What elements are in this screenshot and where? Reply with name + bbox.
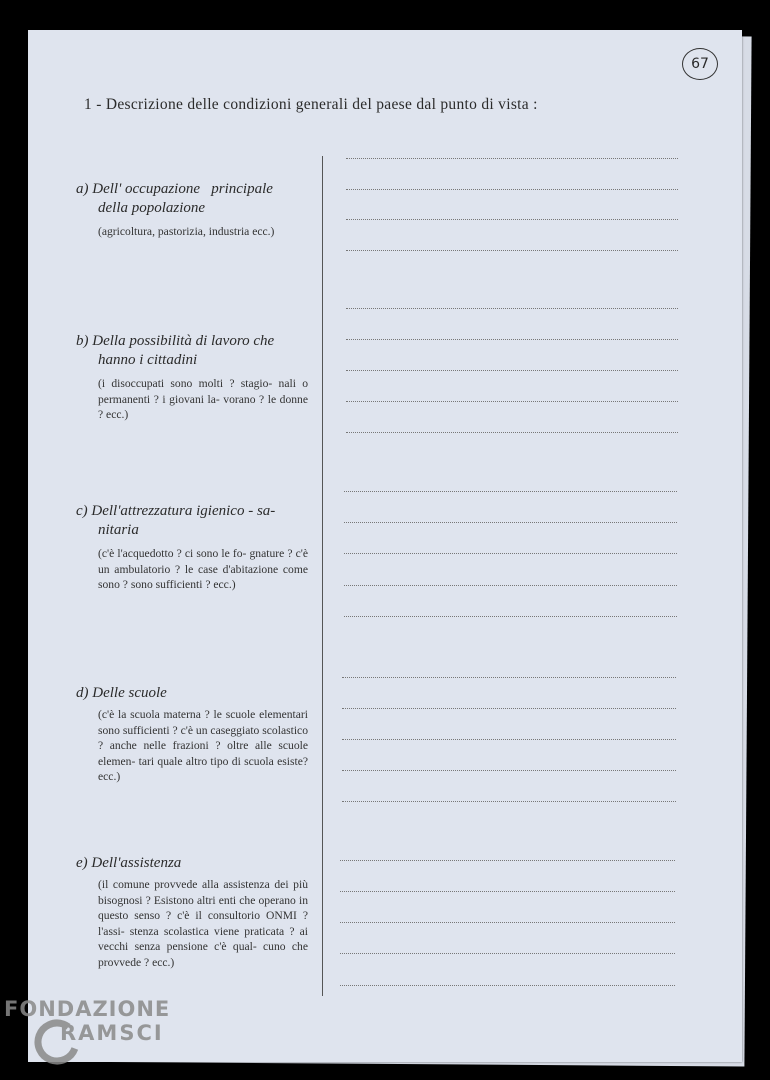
section-e	[76, 854, 308, 970]
answer-line[interactable]	[346, 308, 678, 309]
answer-line[interactable]	[340, 953, 675, 954]
gramsci-g-logo-icon	[34, 1019, 80, 1065]
fondazione-gramsci-watermark	[4, 997, 204, 1077]
watermark-line1: FONDAZIONE	[4, 997, 171, 1021]
section-a	[76, 180, 308, 240]
section-d-title-line1: d) Delle scuole	[76, 685, 167, 701]
section-b-title	[76, 332, 308, 370]
answer-line[interactable]	[342, 801, 676, 802]
section-c-title	[76, 502, 308, 540]
section-d-title	[76, 684, 308, 703]
answer-line[interactable]	[340, 860, 675, 861]
section-d-description: (c'è la scuola materna ? le scuole elementari sono sufficienti ? c'è un caseggiato scolastico ? anche nelle frazioni ? oltre alle scuole elemen- tari quale altro tipo di scuola esiste? ecc.)	[98, 708, 308, 783]
answer-line[interactable]	[342, 708, 676, 709]
answer-line[interactable]	[346, 370, 678, 371]
answer-line[interactable]	[342, 677, 676, 678]
answer-line[interactable]	[340, 891, 675, 892]
watermark-line2: RAMSCI	[60, 1021, 164, 1045]
section-c-title-line1: c) Dell'attrezzatura igienico - sa-	[76, 503, 276, 519]
question-heading: 1 - Descrizione delle condizioni generali del paese dal punto di vista :	[84, 96, 538, 113]
answer-line[interactable]	[346, 189, 678, 190]
answer-line[interactable]	[346, 339, 678, 340]
section-c-title-line2: nitaria	[98, 522, 139, 538]
answer-line[interactable]	[342, 739, 676, 740]
section-c	[76, 502, 308, 593]
answer-line[interactable]	[344, 616, 677, 617]
answer-line[interactable]	[346, 219, 678, 220]
section-e-title	[76, 854, 308, 873]
section-b-description: (i disoccupati sono molti ? stagio- nali o permanenti ? i giovani la- vorano ? le donne ? ecc.)	[98, 377, 308, 421]
answer-line[interactable]	[344, 522, 677, 523]
questionnaire-page	[28, 30, 742, 1062]
section-a-title-line2: della popolazione	[98, 200, 206, 216]
answer-line[interactable]	[340, 922, 675, 923]
page-number-stamp: 67	[682, 48, 718, 80]
section-a-title-line1: a) Dell' occupazione principale	[76, 181, 273, 197]
answer-line[interactable]	[342, 770, 676, 771]
answer-line[interactable]	[346, 432, 678, 433]
answer-line[interactable]	[346, 158, 678, 159]
answer-line[interactable]	[344, 491, 677, 492]
section-b-title-line1: b) Della possibilità di lavoro che	[76, 333, 275, 349]
section-b-title-line2: hanno i cittadini	[98, 352, 198, 368]
section-b	[76, 332, 308, 423]
answer-line[interactable]	[346, 250, 678, 251]
answer-line[interactable]	[344, 585, 677, 586]
answer-line[interactable]	[346, 401, 678, 402]
column-divider	[322, 156, 323, 996]
section-e-description: (il comune provvede alla assistenza dei più bisognosi ? Esistono altri enti che operano in questo senso ? c'è il consultorio ONMI ? l'assi- stenza scolastica viene praticata ? ai vecchi senza pensione c'è qual- cuno che provvede ? ecc.)	[98, 878, 308, 969]
section-d	[76, 684, 308, 785]
section-e-title-line1: e) Dell'assistenza	[76, 855, 182, 871]
section-a-title	[76, 180, 308, 218]
answer-line[interactable]	[340, 985, 675, 986]
section-c-description: (c'è l'acquedotto ? ci sono le fo- gnature ? c'è un ambulatorio ? le case d'abitazione come sono ? sono sufficienti ? ecc.)	[98, 547, 308, 591]
answer-line[interactable]	[344, 553, 677, 554]
section-a-description: (agricoltura, pastorizia, industria ecc.)	[98, 225, 275, 238]
